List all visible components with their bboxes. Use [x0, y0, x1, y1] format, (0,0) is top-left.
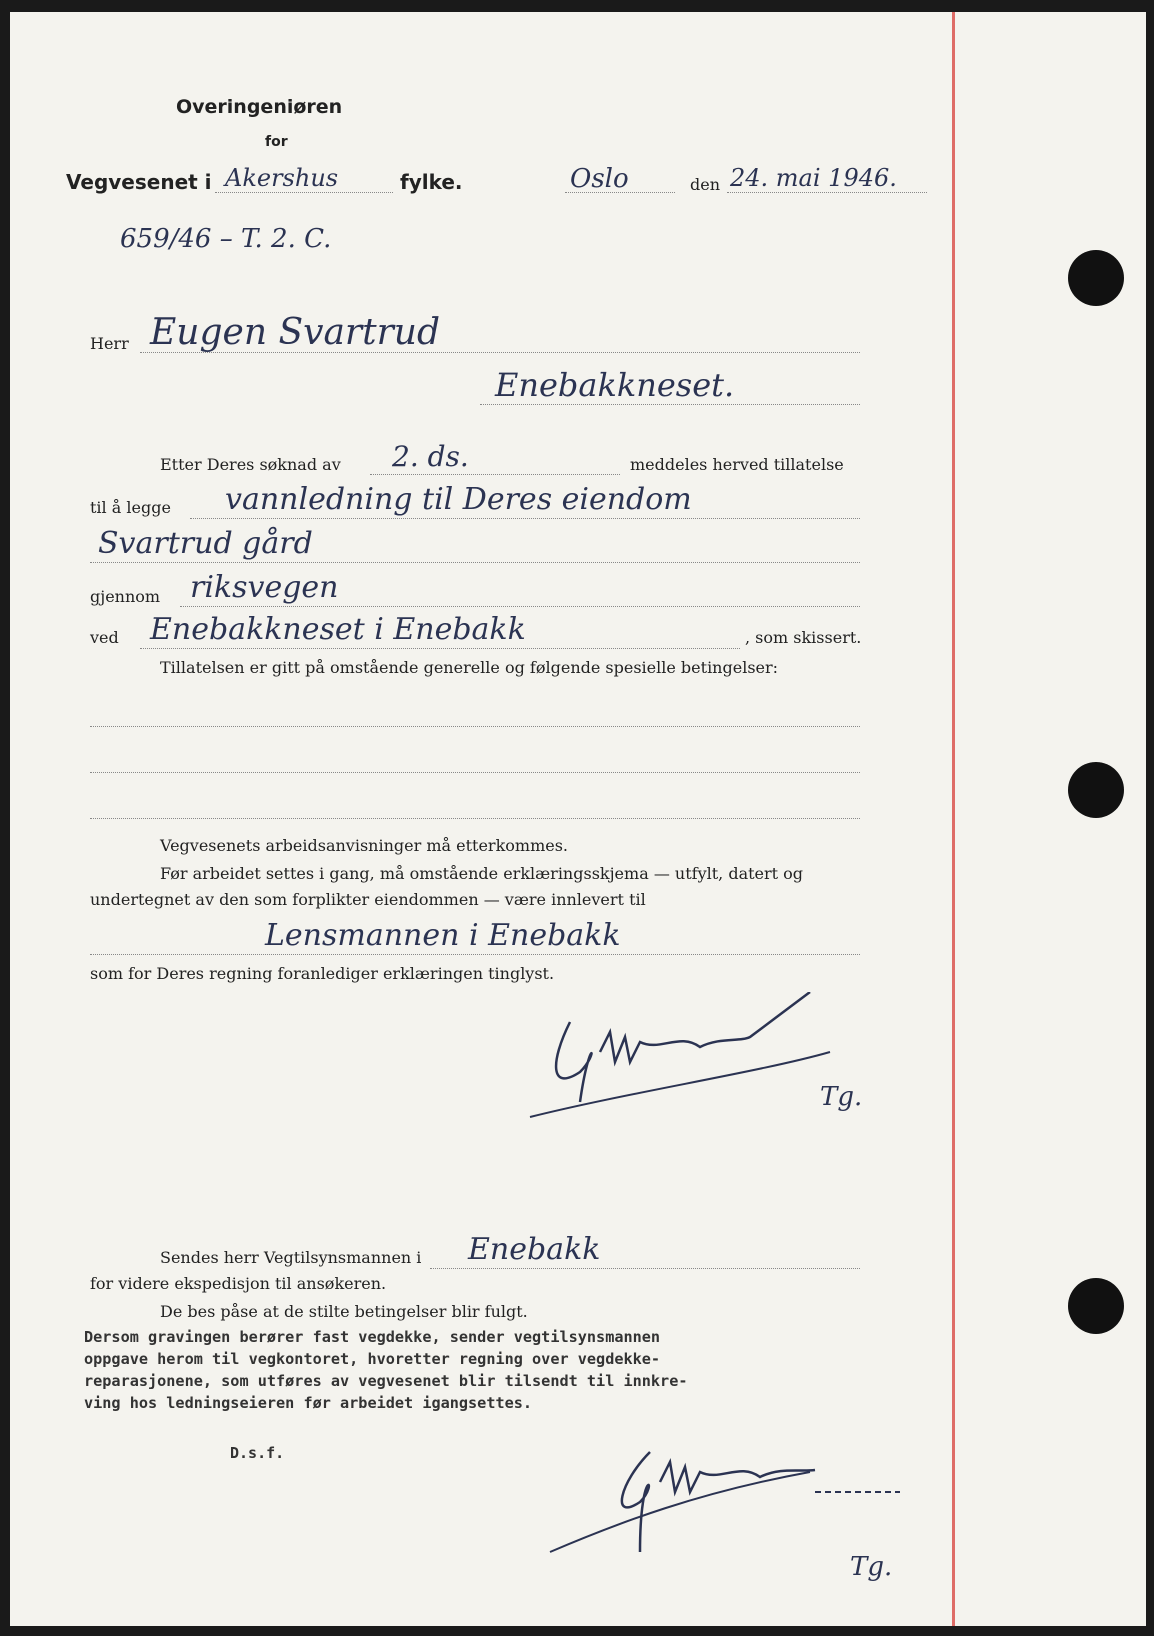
typed-note-2: oppgave herom til vegkontoret, hvoretter regning over vegdekke- [84, 1350, 661, 1368]
property-name: Svartrud gård [98, 526, 313, 561]
recipient-name: Eugen Svartrud [150, 312, 441, 353]
reference-handwritten: 659/46 – T. 2. C. [120, 224, 332, 254]
typed-note-3: reparasjonene, som utføres av vegvesenet blir tilsendt til innkre- [84, 1372, 688, 1390]
forwarding-text: for videre ekspedisjon til ansøkeren. [90, 1274, 387, 1293]
declaration-text-1: Før arbeidet settes i gang, må omstående erklæringsskjema — utfylt, datert og [160, 864, 804, 883]
county-line [215, 192, 393, 193]
typed-note-1: Dersom gravingen berører fast vegdekke, sender vegtilsynsmannen [84, 1328, 661, 1346]
instructions-text: Vegvesenets arbeidsanvisninger må etterkommes. [160, 836, 569, 855]
permission-text: meddeles herved tillatelse [630, 455, 844, 474]
office-title: Overingeniøren [176, 96, 343, 118]
at-line [140, 648, 740, 649]
for-label: for [265, 134, 288, 150]
recipient-address: Enebakkneset. [495, 366, 735, 404]
signature-initials: Tg. [820, 1082, 863, 1112]
signature [540, 1432, 940, 1572]
date-prefix: den [690, 175, 721, 194]
compliance-text: De bes påse at de stilte betingelser blir fulgt. [160, 1302, 528, 1321]
signature [510, 992, 840, 1132]
date-line [727, 192, 927, 193]
place-line [565, 192, 675, 193]
recipient-line [140, 352, 860, 353]
margin-line [952, 12, 955, 1626]
conditions-text: Tillatelsen er gitt på omstående generelle og følgende spesielle betingelser: [160, 658, 779, 677]
lay-label: til å legge [90, 498, 171, 517]
punch-hole [1068, 250, 1124, 306]
salutation: Herr [90, 334, 129, 353]
through-label: gjennom [90, 587, 161, 606]
lay-purpose: vannledning til Deres eiendom [225, 482, 692, 517]
registration-text: som for Deres regning foranlediger erklæringen tinglyst. [90, 964, 555, 983]
dsf-mark: D.s.f. [230, 1444, 285, 1462]
sketched-text: , som skissert. [745, 628, 862, 647]
signature-initials: Tg. [850, 1552, 893, 1582]
condition-line-1 [90, 726, 860, 727]
application-line [370, 474, 620, 475]
application-date: 2. ds. [392, 440, 469, 473]
address-line [480, 404, 860, 405]
date-handwritten: 24. mai 1946. [730, 164, 897, 192]
county-handwritten: Akershus [225, 164, 339, 192]
condition-line-3 [90, 818, 860, 819]
agency-prefix: Vegvesenet i [66, 170, 212, 194]
declaration-text-2: undertegnet av den som forplikter eiendommen — være innlevert til [90, 890, 646, 909]
at-label: ved [90, 628, 119, 647]
property-line [90, 562, 860, 563]
place-handwritten: Oslo [570, 164, 629, 194]
send-to-label: Sendes herr Vegtilsynsmannen i [160, 1248, 422, 1267]
punch-hole [1068, 1278, 1124, 1334]
through-line [180, 606, 860, 607]
lay-line [190, 518, 860, 519]
through-road: riksvegen [190, 570, 339, 605]
send-to-line [430, 1268, 860, 1269]
condition-line-2 [90, 772, 860, 773]
application-label: Etter Deres søknad av [160, 455, 341, 474]
send-to-place: Enebakk [468, 1232, 601, 1267]
delivery-recipient: Lensmannen i Enebakk [265, 918, 621, 953]
document-page [10, 12, 1146, 1626]
typed-note-4: ving hos ledningseieren før arbeidet igangsettes. [84, 1394, 533, 1412]
delivery-line [90, 954, 860, 955]
county-suffix: fylke. [400, 170, 463, 194]
at-location: Enebakkneset i Enebakk [150, 612, 526, 647]
punch-hole [1068, 762, 1124, 818]
